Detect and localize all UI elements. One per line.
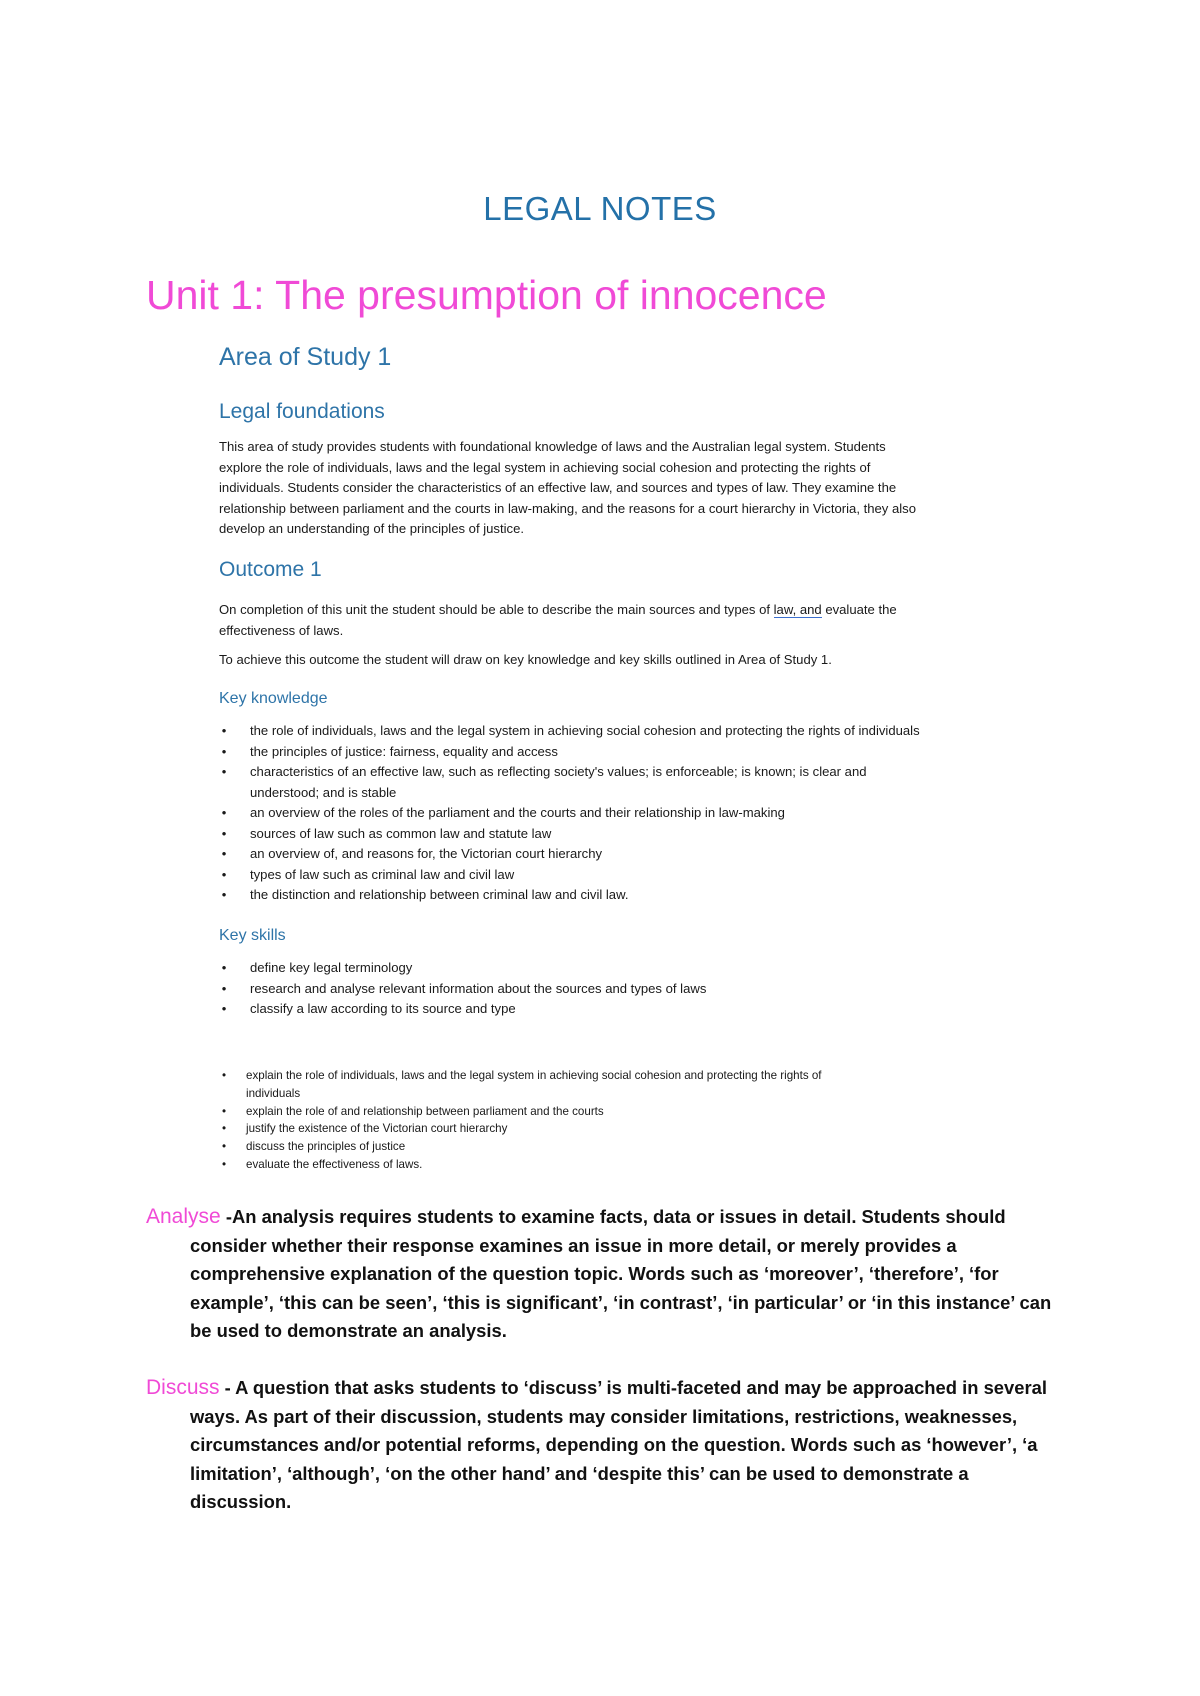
section-heading: Legal foundations bbox=[219, 400, 385, 423]
key-skills-list bbox=[219, 958, 924, 1020]
list-item: • explain the role of and relationship between parliament and the courts bbox=[219, 1103, 859, 1121]
list-item: • the role of individuals, laws and the legal system in achieving social cohesion and protecting the rights of individuals bbox=[219, 721, 924, 742]
bullet: • bbox=[221, 743, 227, 759]
bullet: • bbox=[221, 1069, 227, 1082]
bullet: • bbox=[221, 805, 227, 820]
intro-text: This area of study provides students with foundational knowledge of laws and the Australian legal system. Students explore the role of individuals, laws and the legal system in achieving social cohesion and protecting the rights of individuals. Students consider the characteristics of an effective law, and sources and types of law. They examine the relationship between parliament and the courts in law-making, and the reasons for a court hierarchy in Victoria, they also develop an understanding of the principles of justice. bbox=[219, 439, 917, 536]
bullet: • bbox=[221, 846, 227, 861]
bullet: • bbox=[221, 1122, 227, 1136]
bullet: • bbox=[221, 1157, 227, 1171]
list-item: • classify a law according to its source and type bbox=[219, 999, 924, 1020]
list-item: • the distinction and relationship between criminal law and civil law. bbox=[219, 885, 924, 906]
definition-text: -An analysis requires students to examine facts, data or issues in detail. Students should consider whether their response examines an issue in more detail, or merely provides a comprehensive explanation of the question topic. Words such as ‘moreover’, ‘therefore’, ‘for example’, ‘this can be seen’, ‘this is significant’, ‘in contrast’, ‘in particular’ or ‘in this instance’ can be used to demonstrate an analysis. bbox=[190, 1206, 1052, 1342]
list-item: • explain the role of individuals, laws and the legal system in achieving social cohesion and protecting the rights of individuals bbox=[219, 1067, 859, 1103]
bullet: • bbox=[221, 825, 227, 841]
intro-paragraph bbox=[219, 437, 924, 540]
list-item: • evaluate the effectiveness of laws. bbox=[219, 1156, 859, 1174]
bullet: • bbox=[221, 887, 227, 902]
outcome-heading: Outcome 1 bbox=[219, 558, 322, 581]
key-knowledge-list bbox=[219, 721, 924, 906]
outcome-paragraph-1 bbox=[219, 600, 924, 641]
list-item: • sources of law such as common law and statute law bbox=[219, 824, 924, 845]
bullet: • bbox=[221, 980, 227, 996]
bullet: • bbox=[221, 1001, 227, 1016]
definition-text: - A question that asks students to ‘discuss’ is multi-faceted and may be approached in several ways. As part of their discussion, students may consider limitations, restrictions, weaknesses, circumstances and/or potential reforms, depending on the question. Words such as ‘however’, ‘a limitation’, ‘although’, ‘on the other hand’ and ‘despite this’ can be used to demonstrate a discussion. bbox=[190, 1377, 1047, 1513]
document-title: LEGAL NOTES bbox=[483, 190, 717, 227]
outcome-paragraph-2 bbox=[219, 650, 924, 671]
bullet: • bbox=[221, 764, 227, 779]
area-of-study-heading: Area of Study 1 bbox=[219, 343, 392, 371]
definition-discuss bbox=[146, 1374, 1066, 1517]
key-skills-heading: Key skills bbox=[219, 927, 286, 944]
outcome-text-start: On completion of this unit the student should be able to describe the main sources and types of bbox=[219, 602, 774, 617]
list-item: • types of law such as criminal law and civil law bbox=[219, 865, 924, 886]
list-item: • an overview of, and reasons for, the Victorian court hierarchy bbox=[219, 844, 924, 865]
bullet: • bbox=[221, 1104, 227, 1118]
outcome-text-2: To achieve this outcome the student will draw on key knowledge and key skills outlined in Area of Study 1. bbox=[219, 652, 832, 667]
key-knowledge-heading: Key knowledge bbox=[219, 690, 328, 707]
list-item: • define key legal terminology bbox=[219, 958, 924, 979]
list-item: • an overview of the roles of the parliament and the courts and their relationship in law-making bbox=[219, 803, 924, 824]
outcome-underlined-text: law, and bbox=[773, 602, 822, 617]
definition-term: Discuss bbox=[146, 1376, 220, 1399]
bullet: • bbox=[221, 1140, 227, 1154]
extra-skills-list bbox=[219, 1067, 859, 1174]
definition-analyse bbox=[146, 1203, 1066, 1346]
outcome-text-end: evaluate the effectiveness of laws. bbox=[219, 602, 897, 638]
list-item: • characteristics of an effective law, such as reflecting society's values; is enforceable; is known; is clear and understood; and is stable bbox=[219, 762, 924, 803]
list-item: • discuss the principles of justice bbox=[219, 1138, 859, 1156]
list-item: • research and analyse relevant information about the sources and types of laws bbox=[219, 979, 924, 1000]
bullet: • bbox=[221, 960, 227, 975]
bullet: • bbox=[221, 723, 227, 738]
list-item: • the principles of justice: fairness, equality and access bbox=[219, 742, 924, 763]
list-item: • justify the existence of the Victorian court hierarchy bbox=[219, 1120, 859, 1138]
bullet: • bbox=[221, 866, 227, 882]
unit-title: Unit 1: The presumption of innocence bbox=[146, 272, 827, 318]
definition-term: Analyse bbox=[146, 1205, 221, 1228]
